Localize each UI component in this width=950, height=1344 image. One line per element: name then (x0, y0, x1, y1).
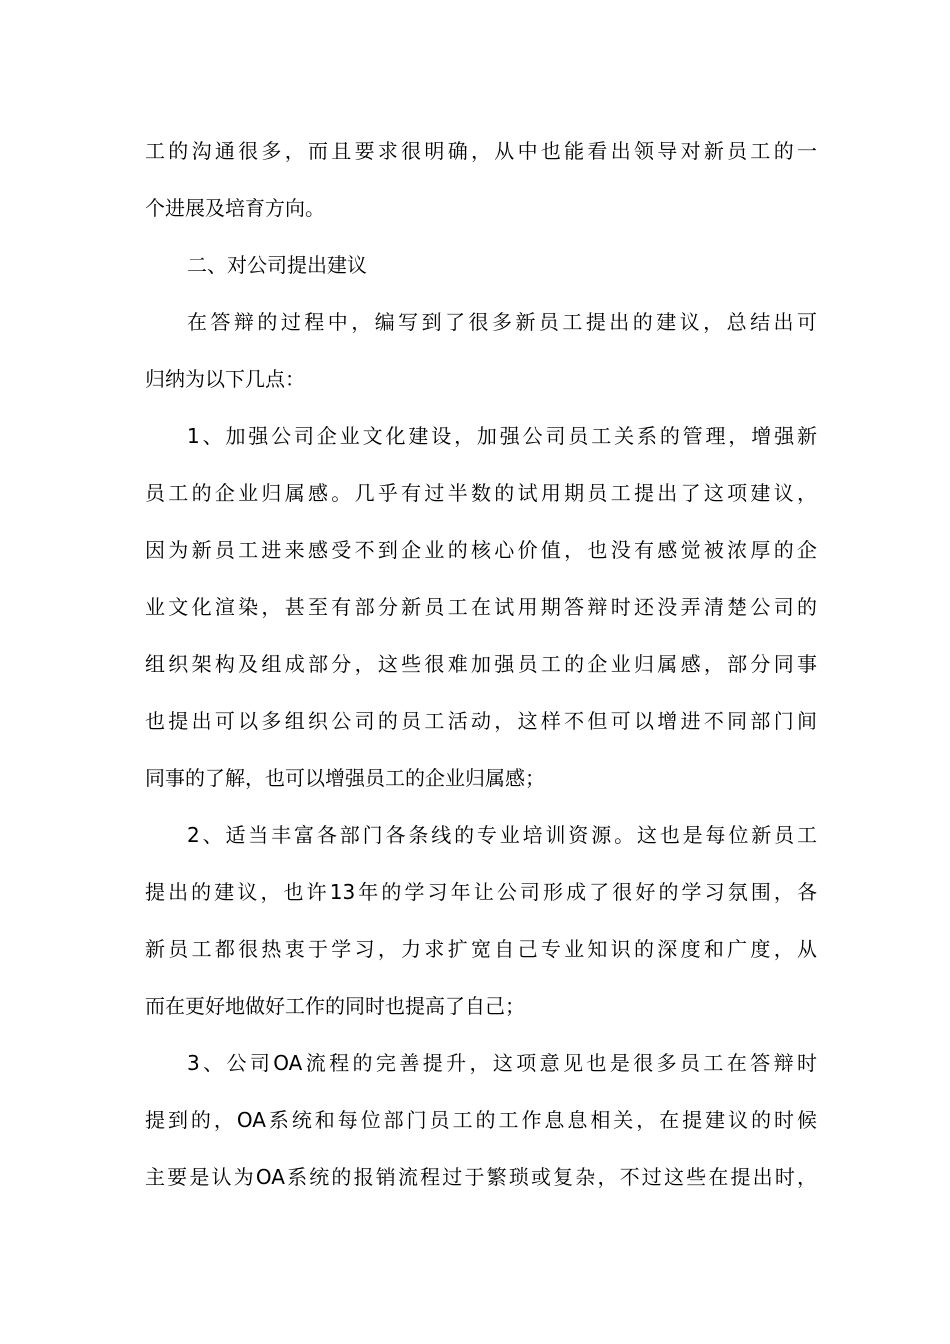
list-item-line: 2、适当丰富各部门各条线的专业培训资源。这也是每位新员工 (187, 823, 817, 847)
text-line: 也提出可以多组织公司的员工活动，这样不但可以增进不同部门间 (145, 709, 817, 733)
text-line: 因为新员工进来感受不到企业的核心价值，也没有感觉被浓厚的企 (145, 538, 817, 562)
text-line: 业文化渲染，甚至有部分新员工在试用期答辩时还没弄清楚公司的 (145, 595, 817, 619)
text-line: 在答辩的过程中，编写到了很多新员工提出的建议，总结出可 (187, 310, 817, 334)
text-line: 工的沟通很多，而且要求很明确，从中也能看出领导对新员工的一 (145, 139, 817, 163)
text-line: 个进展及培育方向。 (145, 196, 325, 220)
text-line: 提出的建议，也许13年的学习年让公司形成了很好的学习氛围，各 (145, 880, 817, 904)
document-body (145, 123, 817, 1206)
text-line: 员工的企业归属感。几乎有过半数的试用期员工提出了这项建议， (145, 481, 817, 505)
text-line: 新员工都很热衷于学习，力求扩宽自己专业知识的深度和广度，从 (145, 937, 817, 961)
text-line: 同事的了解，也可以增强员工的企业归属感； (145, 766, 545, 790)
list-item-line: 1、加强公司企业文化建设，加强公司员工关系的管理，增强新 (187, 424, 817, 448)
text-line: 而在更好地做好工作的同时也提高了自己； (145, 994, 525, 1018)
text-line: 归纳为以下几点： (145, 367, 305, 391)
section-heading: 二、对公司提出建议 (187, 253, 367, 277)
text-line: 主要是认为OA系统的报销流程过于繁琐或复杂，不过这些在提出时， (145, 1165, 817, 1189)
text-line: 提到的，OA系统和每位部门员工的工作息息相关，在提建议的时候 (145, 1108, 817, 1132)
text-line: 组织架构及组成部分，这些很难加强员工的企业归属感，部分同事 (145, 652, 817, 676)
list-item-line: 3、公司OA流程的完善提升，这项意见也是很多员工在答辩时 (187, 1051, 817, 1075)
